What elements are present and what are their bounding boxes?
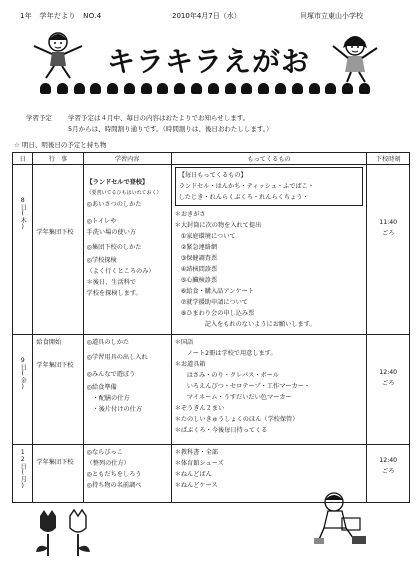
row-content: ◎道具のしかた ◎学習用具の出し入れ ◎みんなで遊ぼう ◎給食準備 ・配膳の仕方 ・後片付けの仕方 [83, 335, 171, 445]
row-event: 学年集団下校 [33, 165, 83, 335]
col-header-event: 行 事 [33, 153, 83, 165]
newsletter-number: 1年 学年だより NO.4 [20, 12, 102, 20]
row-time: 12:40 ごろ [367, 445, 410, 503]
tulips-illustration [30, 508, 100, 558]
table-row [13, 165, 410, 335]
schedule-label: 学習予定 [26, 114, 52, 122]
col-header-content: 学習内容 [83, 153, 171, 165]
row-content: 【ランドセルで登校】 （要書いてるひもはいれておく） ◎あいさつのしかた ◎トイレや 手洗い場の使い方 ◎集団下校のしかた ◎学校探検 （よく行くところのみ） ＊後日、生活科で 学校を探検します。 [83, 165, 171, 335]
row-time: 12:40 ごろ [367, 335, 410, 445]
daily-items-box: 【毎日もってくるもの】 ランドセル・はんかち・ティッシュ・ふでばこ・ したじき・れんらくぶくろ・れんらくちょう・ [175, 167, 364, 206]
newsletter-title: キラキラえがお [107, 45, 311, 78]
col-header-items: もってくるもの [171, 153, 367, 165]
child-right-illustration [325, 32, 385, 84]
row-items: ＊国語 ノート2冊は学校で用意します。 ＊お道具箱 はさみ・のり・クレパス・ボール いろえんぴつ・セロテープ・工作マーカー・ マイネーム・うすだいだい色マーカー ＊ぞうきん２まい ＊たのしいきゅうしょくのほん（学校保管） ＊ぱぶくろ・今後毎日持ってくる [171, 335, 367, 445]
schedule-note [68, 113, 388, 135]
row-date: 8日(木) [13, 165, 33, 335]
tulip-border [40, 83, 370, 95]
row-event: 給食開始 学年集団下校 [33, 335, 83, 445]
child-left-illustration [28, 28, 88, 80]
row-time: 11:40 ごろ [367, 165, 410, 335]
row-event: 学年集団下校 [33, 445, 83, 503]
row-date: 9日(金) [13, 335, 33, 445]
row-items: 【毎日もってくるもの】 ランドセル・はんかち・ティッシュ・ふでばこ・ したじき・れんらくぶくろ・れんらくちょう・ ＊おきがさ ＊大封筒に次の物を入れて提出 ①家庭環境について ②緊急連絡網 ③保健調査票 ④結核問診票 ⑤心臓検診票 ⑥給食・購入品アンケート ⑦就学援助申請について ⑧ひまわり会の申し込み票 記入をもれのないようにお願いします。 [171, 165, 367, 335]
schedule-line: 学習予定は４月中、毎日の内容はおたよりでお知らせします。 [68, 114, 250, 122]
row-content: ◎ならびっこ （整列の仕方） ◎ともだちをしろう ◎持ち物の名前調べ [83, 445, 171, 503]
reading-child-illustration [312, 488, 372, 550]
row-date: 12日(月) [13, 445, 33, 503]
table-row [13, 335, 410, 445]
table-header-row [13, 153, 410, 165]
row-items: ＊教科書・全部 ＊体育館シューズ ＊ねんどばん ＊ねんどケース [171, 445, 367, 503]
col-header-date: 日 [13, 153, 33, 165]
col-header-time: 下校時刻 [367, 153, 410, 165]
schedule-line: 5月からは、時間割り通りです。（時間割りは、後日おわたしします。） [68, 125, 273, 133]
table-caption: ☆ 明日、明後日の予定と持ち物 [14, 141, 107, 149]
issue-date: 2010年4月7日（水） [172, 12, 241, 20]
schedule-table [12, 152, 410, 503]
school-name: 貝塚市立東山小学校 [300, 12, 363, 20]
